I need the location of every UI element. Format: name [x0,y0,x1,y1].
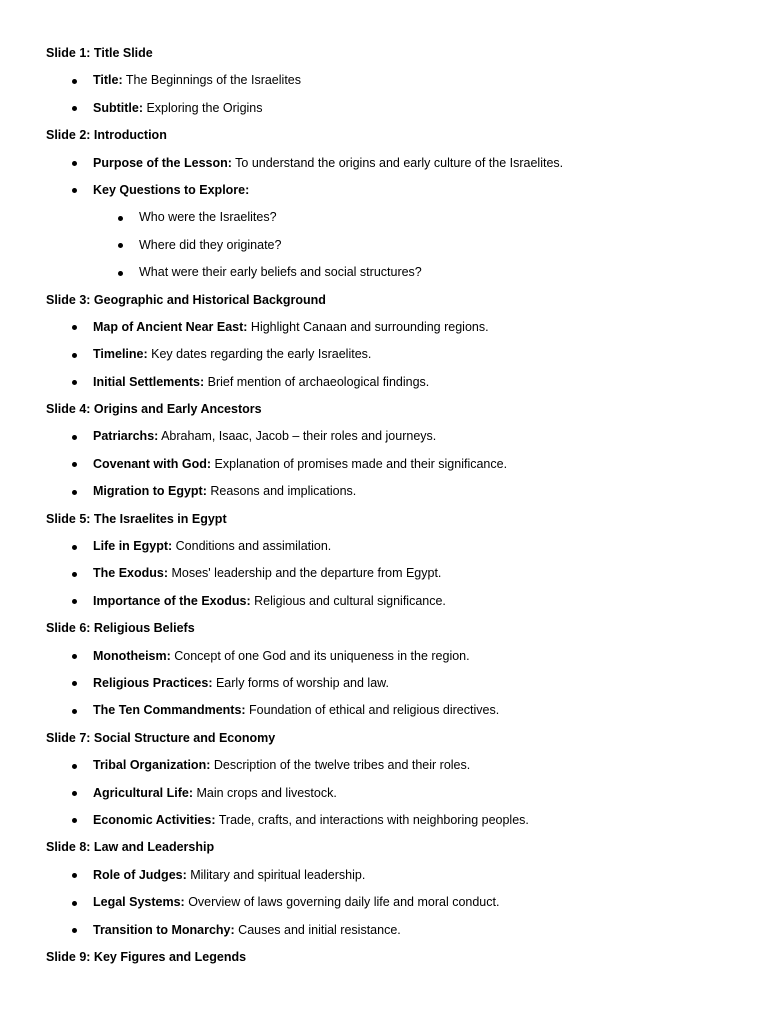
bullet-item [46,95,736,122]
bullet-dot-icon [72,681,77,686]
bullet-dot-icon [72,928,77,933]
bullet-text: Description of the twelve tribes and their roles. [210,758,471,773]
bullet-dot-icon [72,873,77,878]
bullet-label: Legal Systems: [93,895,185,910]
bullet-dot-icon [72,764,77,769]
bullet-dot-icon [72,490,77,495]
bullet-dot-icon [72,161,77,166]
bullet-item [46,889,736,916]
bullet-text: Explanation of promises made and their significance. [211,456,508,471]
slide-heading: Slide 7: Social Structure and Economy [46,730,276,745]
bullet-list [46,643,736,725]
bullet-text: Main crops and livestock. [193,785,337,800]
bullet-list [46,862,736,944]
bullet-text: Conditions and assimilation. [172,539,332,554]
bullet-list [46,150,736,287]
sub-bullet-item [46,204,736,231]
bullet-item [46,478,736,505]
bullet-text: What were their early beliefs and social structures? [139,265,422,280]
bullet-item [46,560,736,587]
slide-heading: Slide 2: Introduction [46,128,167,143]
bullet-text: Religious and cultural significance. [250,593,446,608]
bullet-text: To understand the origins and early culture of the Israelites. [231,155,564,170]
bullet-label: Key Questions to Explore: [93,182,250,197]
bullet-dot-icon [118,216,123,221]
bullet-item [46,862,736,889]
bullet-dot-icon [72,380,77,385]
bullet-label: Purpose of the Lesson: [93,155,232,170]
bullet-label: Agricultural Life: [93,785,194,800]
bullet-item [46,670,736,697]
bullet-item [46,423,736,450]
bullet-label: Economic Activities: [93,812,216,827]
bullet-label: Timeline: [93,347,148,362]
bullet-item [46,917,736,944]
bullet-label: The Ten Commandments: [93,703,246,718]
bullet-dot-icon [118,271,123,276]
bullet-text: Moses' leadership and the departure from Egypt. [168,566,442,581]
bullet-label: Subtitle: [93,100,143,115]
bullet-dot-icon [72,353,77,358]
bullet-list [46,67,736,122]
bullet-label: Initial Settlements: [93,374,205,389]
slide-heading: Slide 4: Origins and Early Ancestors [46,402,262,417]
bullet-dot-icon [72,901,77,906]
bullet-item [46,150,736,177]
bullet-text: Where did they originate? [139,237,282,252]
bullet-item [46,314,736,341]
slide-heading: Slide 9: Key Figures and Legends [46,949,247,964]
bullet-item [46,697,736,724]
slide-section [46,396,736,506]
bullet-dot-icon [72,791,77,796]
bullet-text: Brief mention of archaeological findings. [204,374,430,389]
slide-heading: Slide 5: The Israelites in Egypt [46,511,227,526]
bullet-item [46,67,736,94]
bullet-label: Life in Egypt: [93,539,173,554]
bullet-dot-icon [72,545,77,550]
bullet-label: Tribal Organization: [93,758,211,773]
bullet-item [46,341,736,368]
bullet-label: Migration to Egypt: [93,484,207,499]
sub-bullet-item [46,232,736,259]
bullet-text: Causes and initial resistance. [234,922,401,937]
bullet-text: Early forms of worship and law. [212,675,389,690]
slide-section [46,287,736,397]
bullet-text: Exploring the Origins [143,100,263,115]
slide-heading: Slide 8: Law and Leadership [46,840,215,855]
bullet-label: Monotheism: [93,648,171,663]
bullet-label: Religious Practices: [93,675,213,690]
slide-section [46,506,736,616]
bullet-text: The Beginnings of the Israelites [122,73,301,88]
bullet-text: Key dates regarding the early Israelites. [147,347,372,362]
bullet-text: Concept of one God and its uniqueness in the region. [170,648,470,663]
bullet-label: Map of Ancient Near East: [93,319,248,334]
bullet-dot-icon [72,818,77,823]
slide-section [46,944,736,971]
slide-section [46,725,736,835]
bullet-item [46,588,736,615]
slide-heading: Slide 6: Religious Beliefs [46,621,195,636]
slide-heading: Slide 3: Geographic and Historical Background [46,292,326,307]
bullet-text: Military and spiritual leadership. [186,867,366,882]
bullet-dot-icon [72,654,77,659]
bullet-label: Patriarchs: [93,429,159,444]
bullet-item [46,533,736,560]
bullet-list [46,752,736,834]
slide-section [46,122,736,286]
bullet-label: The Exodus: [93,566,169,581]
bullet-dot-icon [118,243,123,248]
bullet-text: Who were the Israelites? [139,210,277,225]
slide-section [46,40,736,122]
bullet-list [46,423,736,505]
bullet-dot-icon [72,79,77,84]
bullet-label: Covenant with God: [93,456,212,471]
document-page [46,40,736,971]
bullet-list [46,533,736,615]
bullet-item [46,643,736,670]
bullet-dot-icon [72,462,77,467]
bullet-label: Transition to Monarchy: [93,922,235,937]
bullet-text: Abraham, Isaac, Jacob – their roles and journeys. [158,429,437,444]
sub-bullet-item [46,259,736,286]
bullet-text: Overview of laws governing daily life and moral conduct. [184,895,500,910]
slide-section [46,834,736,944]
bullet-text: Trade, crafts, and interactions with neighboring peoples. [215,812,529,827]
bullet-text: Highlight Canaan and surrounding regions. [247,319,489,334]
bullet-item [46,451,736,478]
bullet-item [46,369,736,396]
bullet-dot-icon [72,599,77,604]
slide-heading: Slide 1: Title Slide [46,46,153,60]
bullet-label: Role of Judges: [93,867,187,882]
bullet-dot-icon [72,709,77,714]
bullet-text: Reasons and implications. [206,484,357,499]
bullet-label: Title: [93,73,123,88]
bullet-item [46,780,736,807]
bullet-dot-icon [72,325,77,330]
bullet-item [46,177,736,204]
bullet-dot-icon [72,435,77,440]
bullet-item [46,807,736,834]
bullet-list [46,314,736,396]
bullet-label: Importance of the Exodus: [93,593,251,608]
bullet-dot-icon [72,106,77,111]
bullet-dot-icon [72,572,77,577]
bullet-text: Foundation of ethical and religious directives. [245,703,500,718]
bullet-dot-icon [72,188,77,193]
slide-section [46,615,736,725]
bullet-item [46,752,736,779]
